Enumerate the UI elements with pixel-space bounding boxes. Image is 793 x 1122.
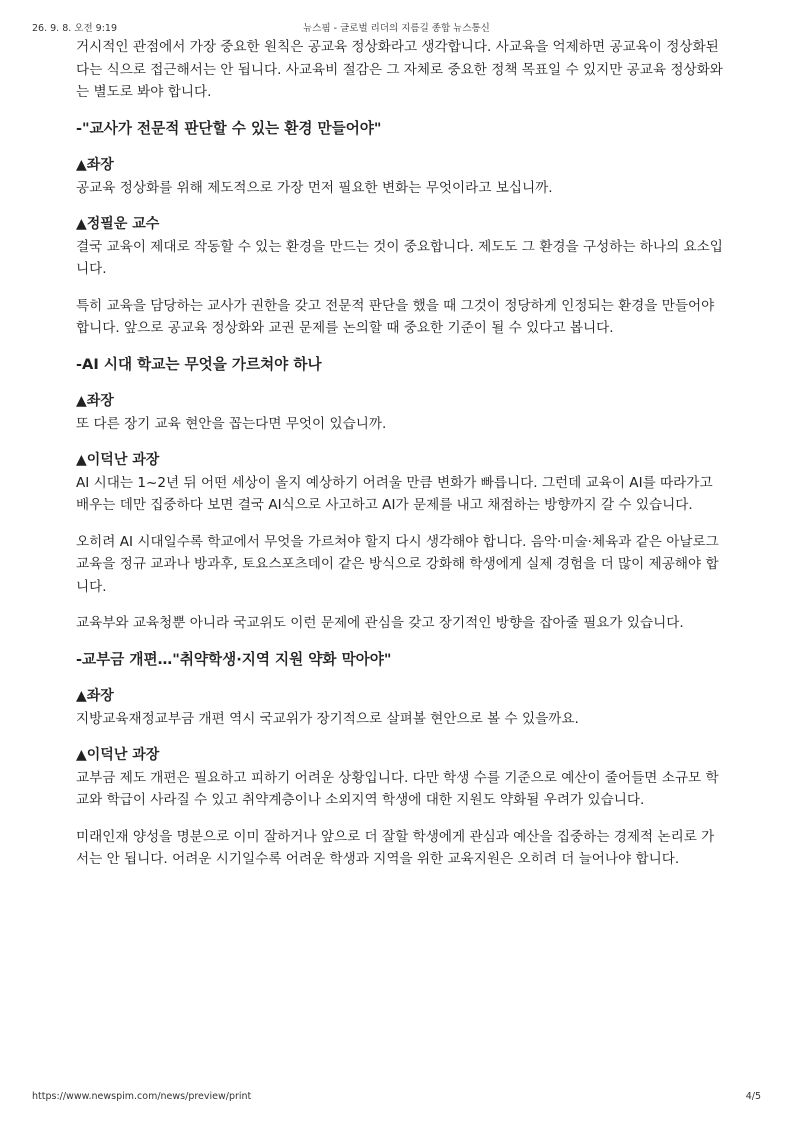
- article-paragraph: AI 시대는 1~2년 뒤 어떤 세상이 올지 예상하기 어려울 만큼 변화가 빠릅니다. 그런데 교육이 AI를 따라가고 배우는 데만 집중하다 보면 결국 AI식으로 사고하고 AI가 문제를 내고 채점하는 방향까지 갈 수 있습니다.: [76, 474, 713, 513]
- article-paragraph: 교부금 제도 개편은 필요하고 피하기 어려운 상황입니다. 다만 학생 수를 기준으로 예산이 줄어들면 소규모 학교와 학급이 사라질 수 있고 취약계층이나 소외지역 학생에 대한 지원도 약화될 우려가 있습니다.: [76, 769, 719, 808]
- speaker-label: ▲정필운 교수: [76, 216, 160, 232]
- print-date: 26. 9. 8. 오전 9:19: [32, 23, 118, 34]
- speaker-label: ▲좌장: [76, 688, 114, 704]
- print-header: [32, 20, 761, 34]
- article-paragraph: 지방교육재정교부금 개편 역시 국교위가 장기적으로 살펴볼 현안으로 볼 수 있을까요.: [76, 710, 579, 727]
- article-paragraph: 또 다른 장기 교육 현안을 꼽는다면 무엇이 있습니까.: [76, 415, 387, 432]
- speaker-label: ▲좌장: [76, 393, 114, 409]
- section-heading: -AI 시대 학교는 무엇을 가르쳐야 하나: [76, 355, 322, 373]
- page-title: 뉴스핌 - 글로벌 리더의 지름길 종합 뉴스통신: [303, 23, 490, 34]
- speaker-label: ▲이덕난 과장: [76, 452, 160, 468]
- speaker-label: ▲좌장: [76, 157, 114, 173]
- speaker-label: ▲이덕난 과장: [76, 747, 160, 763]
- article-paragraph: 교육부와 교육청뿐 아니라 국교위도 이런 문제에 관심을 갖고 장기적인 방향을 잡아줄 필요가 있습니다.: [76, 615, 684, 631]
- article-paragraph: 거시적인 관점에서 가장 중요한 원칙은 공교육 정상화라고 생각합니다. 사교육을 억제하면 공교육이 정상화된다는 식으로 접근해서는 안 됩니다. 사교육비 절감은 그 자체로 중요한 정책 목표일 수 있지만 공교육 정상화와는 별도로 봐야 합니다.: [76, 39, 723, 100]
- section-heading: -교부금 개편…"취약학생·지역 지원 약화 막아야": [76, 650, 392, 668]
- print-footer: [32, 1091, 761, 1105]
- article-paragraph: 특히 교육을 담당하는 교사가 권한을 갖고 전문적 판단을 했을 때 그것이 정당하게 인정되는 환경을 만들어야 합니다. 앞으로 공교육 정상화와 교권 문제를 논의할 때 중요한 기준이 될 수 있다고 봅니다.: [76, 297, 715, 336]
- section-heading: -"교사가 전문적 판단할 수 있는 환경 만들어야": [76, 119, 382, 137]
- article-body: [76, 36, 724, 885]
- article-paragraph: 결국 교육이 제대로 작동할 수 있는 환경을 만드는 것이 중요합니다. 제도도 그 환경을 구성하는 하나의 요소입니다.: [76, 238, 723, 277]
- article-paragraph: 미래인재 양성을 명분으로 이미 잘하거나 앞으로 더 잘할 학생에게 관심과 예산을 집중하는 경제적 논리로 가서는 안 됩니다. 어려운 시기일수록 어려운 학생과 지역을 위한 교육지원은 오히려 더 늘어나야 합니다.: [76, 828, 715, 867]
- article-paragraph: 오히려 AI 시대일수록 학교에서 무엇을 가르쳐야 할지 다시 생각해야 합니다. 음악·미술·체육과 같은 아날로그 교육을 정규 교과나 방과후, 토요스포츠데이 같은 방식으로 강화해 학생에게 실제 경험을 더 많이 제공해야 합니다.: [76, 533, 719, 595]
- page-url: https://www.newspim.com/news/preview/print: [32, 1091, 252, 1102]
- article-paragraph: 공교육 정상화를 위해 제도적으로 가장 먼저 필요한 변화는 무엇이라고 보십니까.: [76, 179, 553, 196]
- page-number: 4/5: [745, 1091, 761, 1102]
